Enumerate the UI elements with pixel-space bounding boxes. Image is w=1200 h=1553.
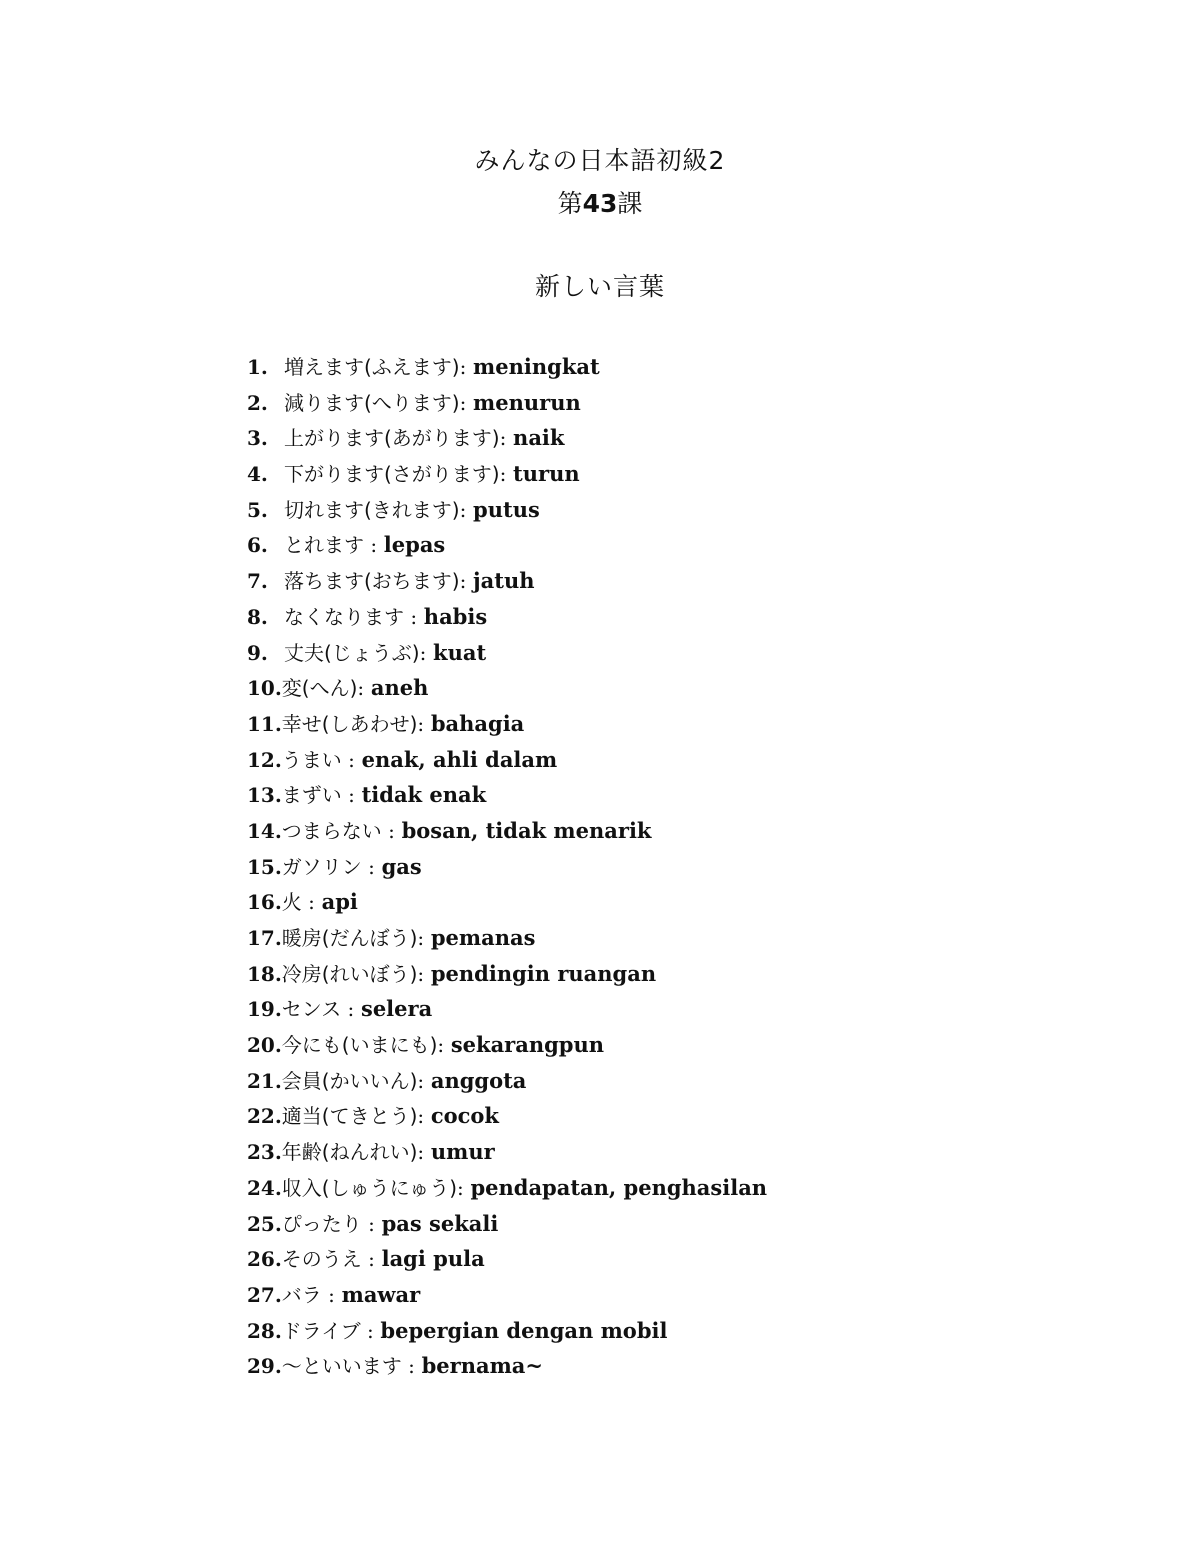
section-title: 新しい言葉 bbox=[534, 272, 665, 301]
vocab-number: 6. bbox=[247, 533, 268, 558]
vocab-separator: : bbox=[417, 1140, 425, 1165]
vocab-separator: : bbox=[499, 462, 507, 487]
vocab-meaning: bepergian dengan mobil bbox=[380, 1317, 668, 1343]
vocab-meaning: bahagia bbox=[430, 710, 525, 736]
vocab-separator: : bbox=[321, 1282, 335, 1307]
vocab-number: 11. bbox=[247, 711, 282, 736]
vocab-japanese: ドライブ bbox=[281, 1318, 361, 1343]
vocab-number: 28. bbox=[247, 1318, 282, 1343]
vocab-number: 17. bbox=[247, 926, 282, 950]
vocab-separator: : bbox=[417, 711, 425, 736]
vocab-separator: : bbox=[301, 890, 315, 915]
vocab-item bbox=[247, 456, 1047, 492]
vocab-japanese: 下がります(さがります) bbox=[284, 462, 500, 487]
vocab-item bbox=[247, 1134, 1047, 1170]
vocab-meaning: sekarangpun bbox=[450, 1032, 605, 1058]
vocab-separator: : bbox=[417, 1068, 425, 1093]
vocab-japanese: 切れます(きれます) bbox=[284, 497, 460, 522]
book-title: みんなの日本語初級2 bbox=[474, 146, 726, 175]
vocab-number: 2. bbox=[247, 390, 268, 415]
vocab-japanese: ～といいます bbox=[281, 1354, 402, 1379]
vocab-item bbox=[247, 1027, 1047, 1063]
vocab-item bbox=[247, 742, 1047, 778]
vocab-japanese: 冷房(れいぼう) bbox=[281, 961, 418, 986]
vocab-meaning: pemanas bbox=[430, 925, 536, 950]
vocab-separator: : bbox=[459, 569, 467, 594]
vocab-list bbox=[247, 349, 1047, 1384]
vocab-meaning: cocok bbox=[430, 1103, 499, 1129]
vocab-number: 14. bbox=[247, 818, 282, 843]
vocab-separator: : bbox=[417, 926, 425, 950]
vocab-meaning: anggota bbox=[430, 1067, 527, 1093]
vocab-separator: : bbox=[361, 1211, 375, 1236]
vocab-item bbox=[247, 670, 1047, 706]
vocab-japanese: 適当(てきとう) bbox=[281, 1104, 418, 1129]
vocab-japanese: なくなります bbox=[284, 604, 404, 629]
vocab-number: 3. bbox=[247, 426, 268, 451]
vocab-item bbox=[247, 706, 1047, 742]
vocab-item bbox=[247, 1313, 1047, 1349]
vocab-number: 24. bbox=[247, 1175, 282, 1200]
vocab-meaning: meningkat bbox=[473, 354, 600, 379]
vocab-number: 20. bbox=[247, 1033, 282, 1058]
vocab-item bbox=[247, 849, 1047, 885]
vocab-japanese: 減ります(へります) bbox=[284, 390, 460, 415]
vocab-separator: : bbox=[404, 604, 418, 629]
vocab-item bbox=[247, 1277, 1047, 1313]
vocab-number: 12. bbox=[247, 747, 282, 772]
vocab-meaning: turun bbox=[513, 461, 580, 487]
vocab-number: 26. bbox=[247, 1247, 282, 1272]
vocab-number: 25. bbox=[247, 1211, 282, 1236]
vocab-japanese: 火 bbox=[281, 890, 302, 915]
vocab-number: 7. bbox=[247, 569, 268, 594]
lesson-suffix: 課 bbox=[617, 189, 643, 218]
vocab-japanese: バラ bbox=[281, 1282, 322, 1307]
vocab-meaning: gas bbox=[381, 853, 422, 879]
vocab-meaning: pendingin ruangan bbox=[430, 960, 657, 986]
vocab-item bbox=[247, 349, 1047, 385]
vocab-item bbox=[247, 1348, 1047, 1384]
vocab-meaning: habis bbox=[423, 603, 488, 629]
vocab-item bbox=[247, 884, 1047, 920]
vocab-japanese: ガソリン bbox=[281, 854, 362, 879]
vocab-number: 8. bbox=[247, 604, 268, 629]
vocab-meaning: kuat bbox=[433, 639, 487, 665]
vocab-separator: : bbox=[417, 961, 425, 986]
vocab-item bbox=[247, 527, 1047, 563]
vocab-separator: : bbox=[341, 783, 355, 808]
vocab-japanese: とれます bbox=[284, 533, 364, 558]
lesson-title bbox=[0, 189, 1200, 219]
vocab-meaning: lepas bbox=[383, 532, 446, 558]
vocab-separator: : bbox=[459, 497, 467, 522]
vocab-number: 10. bbox=[247, 676, 282, 701]
vocab-meaning: naik bbox=[513, 425, 565, 451]
vocab-meaning: aneh bbox=[370, 675, 429, 701]
vocab-item bbox=[247, 813, 1047, 849]
vocab-number: 15. bbox=[247, 854, 282, 879]
vocab-separator: : bbox=[361, 1247, 375, 1272]
vocab-number: 4. bbox=[247, 462, 268, 487]
lesson-prefix: 第 bbox=[557, 189, 583, 218]
vocab-separator: : bbox=[357, 676, 365, 701]
vocab-item bbox=[247, 920, 1047, 956]
vocab-item bbox=[247, 599, 1047, 635]
vocab-japanese: 幸せ(しあわせ) bbox=[281, 711, 418, 736]
vocab-item bbox=[247, 563, 1047, 599]
vocab-meaning: mawar bbox=[341, 1281, 421, 1307]
vocab-meaning: api bbox=[321, 889, 358, 915]
vocab-item bbox=[247, 1170, 1047, 1206]
vocab-item bbox=[247, 1241, 1047, 1277]
vocab-japanese: 会員(かいいん) bbox=[281, 1068, 418, 1093]
vocab-separator: : bbox=[360, 1318, 374, 1343]
vocab-separator: : bbox=[341, 997, 355, 1022]
vocab-separator: : bbox=[459, 355, 467, 379]
vocab-meaning: menurun bbox=[473, 389, 581, 415]
vocab-meaning: pas sekali bbox=[381, 1210, 499, 1236]
vocab-separator: : bbox=[401, 1354, 415, 1379]
vocab-item bbox=[247, 956, 1047, 992]
vocab-meaning: lagi pula bbox=[381, 1246, 485, 1272]
vocab-separator: : bbox=[459, 390, 467, 415]
vocab-number: 5. bbox=[247, 497, 268, 522]
vocab-item bbox=[247, 991, 1047, 1027]
vocab-japanese: まずい bbox=[281, 783, 342, 808]
vocab-item bbox=[247, 777, 1047, 813]
vocab-separator: : bbox=[499, 426, 507, 451]
vocab-japanese: 収入(しゅうにゅう) bbox=[281, 1175, 458, 1200]
vocab-japanese: 今にも(いまにも) bbox=[281, 1033, 438, 1058]
vocab-number: 13. bbox=[247, 783, 282, 808]
vocab-number: 29. bbox=[247, 1354, 282, 1379]
vocab-item bbox=[247, 1098, 1047, 1134]
vocab-meaning: bosan, tidak menarik bbox=[401, 817, 652, 843]
vocab-number: 18. bbox=[247, 961, 282, 986]
vocab-item bbox=[247, 492, 1047, 528]
vocab-meaning: putus bbox=[473, 496, 540, 522]
vocab-item bbox=[247, 1063, 1047, 1099]
vocab-meaning: tidak enak bbox=[361, 782, 487, 808]
vocab-japanese: 変(へん) bbox=[281, 676, 358, 701]
vocab-separator: : bbox=[381, 818, 395, 843]
vocab-meaning: enak, ahli dalam bbox=[361, 746, 558, 772]
vocab-japanese: つまらない bbox=[281, 818, 382, 843]
vocab-item bbox=[247, 1206, 1047, 1242]
vocab-separator: : bbox=[341, 747, 355, 772]
vocab-number: 16. bbox=[247, 890, 282, 915]
vocab-number: 21. bbox=[247, 1068, 282, 1093]
vocab-separator: : bbox=[361, 854, 375, 879]
vocab-number: 9. bbox=[247, 640, 268, 665]
vocab-item bbox=[247, 420, 1047, 456]
vocab-number: 22. bbox=[247, 1104, 282, 1129]
vocab-meaning: jatuh bbox=[473, 568, 535, 594]
vocab-item bbox=[247, 635, 1047, 671]
vocab-separator: : bbox=[437, 1033, 445, 1058]
vocab-japanese: 暖房(だんぼう) bbox=[281, 926, 418, 950]
vocab-item bbox=[247, 385, 1047, 421]
vocab-japanese: センス bbox=[281, 997, 342, 1022]
vocab-japanese: 落ちます(おちます) bbox=[284, 569, 460, 594]
vocab-japanese: 丈夫(じょうぶ) bbox=[284, 640, 420, 665]
vocab-number: 1. bbox=[247, 355, 268, 379]
vocab-separator: : bbox=[419, 640, 427, 665]
vocab-number: 27. bbox=[247, 1282, 282, 1307]
vocab-japanese: そのうえ bbox=[281, 1247, 362, 1272]
vocab-separator: : bbox=[364, 533, 378, 558]
vocab-japanese: 上がります(あがります) bbox=[284, 426, 500, 451]
vocab-japanese: ぴったり bbox=[281, 1211, 362, 1236]
vocab-japanese: うまい bbox=[281, 747, 342, 772]
vocab-meaning: umur bbox=[430, 1139, 495, 1165]
vocab-number: 23. bbox=[247, 1140, 282, 1165]
vocab-meaning: selera bbox=[361, 996, 433, 1022]
vocab-japanese: 増えます(ふえます) bbox=[284, 355, 460, 379]
vocab-japanese: 年齢(ねんれい) bbox=[281, 1140, 418, 1165]
vocab-separator: : bbox=[457, 1175, 464, 1200]
vocab-number: 19. bbox=[247, 997, 282, 1022]
vocab-meaning: bernama~ bbox=[421, 1353, 543, 1379]
lesson-number: 43 bbox=[582, 189, 618, 218]
vocab-separator: : bbox=[417, 1104, 425, 1129]
vocab-meaning: pendapatan, penghasilan bbox=[470, 1174, 768, 1200]
